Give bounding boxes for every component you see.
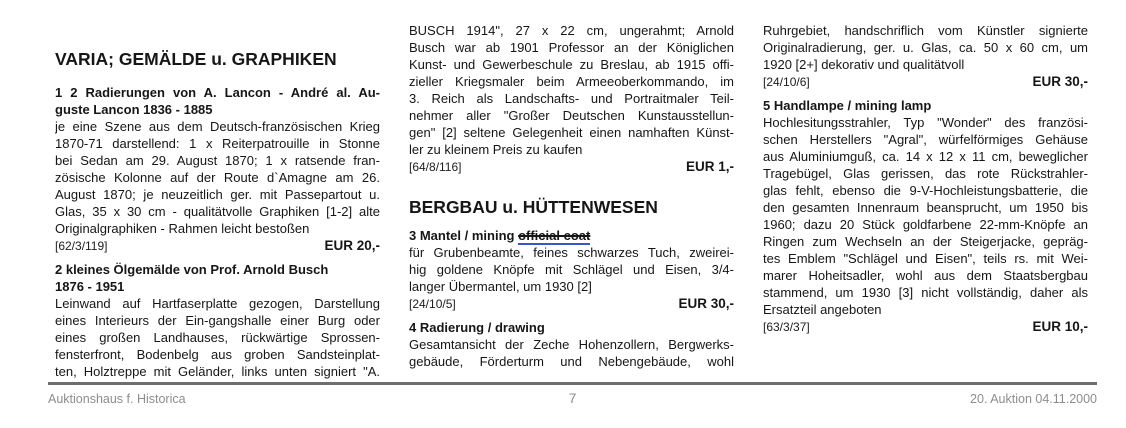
text-line: ler zu kleinem Preis zu kaufen bbox=[409, 142, 583, 157]
text-line: je eine Szene aus dem Deutsch-französischen Krieg bbox=[55, 119, 380, 134]
lot-2-heading bbox=[55, 261, 380, 295]
text-line: 1920 [2+] dekorativ und qualitätvoll bbox=[763, 57, 965, 72]
lot-3-heading-prefix: 3 Mantel / mining bbox=[409, 228, 519, 243]
text-line: stammend, um 1930 [3] nicht vollständig, daher als bbox=[763, 285, 1088, 300]
lot-5 bbox=[763, 97, 1088, 336]
text-line: gebäude, Förderturm und Nebengebäude, wohl bbox=[409, 354, 734, 369]
text-line: Glas, 35 x 30 cm - qualitätvolle Graphiken [1-2] alte bbox=[55, 204, 380, 219]
page-content bbox=[55, 22, 1088, 380]
lot-4-ref-row bbox=[763, 73, 1088, 91]
lot-4 bbox=[409, 319, 734, 370]
section-title-varia: VARIA; GEMÄLDE u. GRAPHIKEN bbox=[55, 49, 337, 69]
lot-5-price: EUR 10,- bbox=[1032, 319, 1088, 334]
lot-2-description-continued bbox=[409, 22, 734, 158]
lot-3-price: EUR 30,- bbox=[678, 296, 734, 311]
lot-3-description bbox=[409, 244, 734, 295]
lot-1-price: EUR 20,- bbox=[324, 238, 380, 253]
page-footer bbox=[48, 390, 1097, 406]
text-line: gen" [2] seltene Gelegenheit einen namhaften Künst- bbox=[409, 125, 734, 140]
lot-4-catalog-ref: [24/10/6] bbox=[763, 75, 810, 89]
lot-5-description bbox=[763, 114, 1088, 318]
lot-5-catalog-ref: [63/3/37] bbox=[763, 320, 810, 334]
lot-1-heading bbox=[55, 84, 380, 118]
text-line: 1 2 Radierungen von A. Lancon - André al. Au- bbox=[55, 85, 380, 100]
text-line: BUSCH 1914", 27 x 22 cm, ungerahmt; Arnold bbox=[409, 23, 734, 38]
text-line: fensterfront, Bodenbelg aus groben Sandsteinplat- bbox=[55, 347, 380, 362]
lot-1-catalog-ref: [62/3/119] bbox=[55, 239, 108, 253]
text-line: Ruhrgebiet, handschriflich vom Künstler signierte bbox=[763, 23, 1088, 38]
lot-2 bbox=[55, 261, 380, 380]
lot-2-catalog-ref: [64/8/116] bbox=[409, 160, 462, 174]
text-line: ten, Holztreppe mit Geländer, links unten signiert "A. bbox=[55, 364, 380, 379]
footer-auction-date: 20. Auktion 04.11.2000 bbox=[970, 392, 1098, 406]
lot-1-description bbox=[55, 118, 380, 237]
text-line: 3. Reich als Landschafts- und Portraitmaler Teil- bbox=[409, 91, 734, 106]
text-line: 1960; dazu 20 Stück goldfarbene 22-mm-Knöpfe an bbox=[763, 217, 1088, 232]
lot-3 bbox=[409, 227, 734, 313]
text-line: eines großen Landhauses, rückwärtige Sprossen- bbox=[55, 330, 380, 345]
lot-2-price: EUR 1,- bbox=[685, 159, 734, 174]
lot-2-continued bbox=[409, 22, 734, 176]
text-line: eines Interieurs der Ein-gangshalle einer Burg oder bbox=[55, 313, 380, 328]
lot-3-catalog-ref: [24/10/5] bbox=[409, 297, 456, 311]
text-line: Originalgraphiken - Rahmen leicht bestoßen bbox=[55, 221, 310, 236]
text-line: marer Hoheitsadler, wohl aus dem Staatsbergbau bbox=[763, 268, 1088, 283]
footer-auction-house: Auktionshaus f. Historica bbox=[48, 392, 186, 406]
text-line: 1876 - 1951 bbox=[55, 279, 125, 294]
text-line: langer Übermantel, um 1930 [2] bbox=[409, 279, 592, 294]
lot-4-description bbox=[409, 336, 734, 370]
text-line: Ersatzteil angeboten bbox=[763, 302, 882, 317]
text-line: nehmer aller "Großer Deutschen Kunstausstellun- bbox=[409, 108, 734, 123]
lot-3-heading bbox=[409, 227, 734, 244]
lot-3-heading-struck-text: official coat bbox=[518, 228, 591, 243]
lot-4-heading: 4 Radierung / drawing bbox=[409, 320, 545, 335]
text-line: Originalradierung, ger. u. Glas, ca. 50 x 60 cm, um bbox=[763, 40, 1088, 55]
lot-4-description-continued bbox=[763, 22, 1088, 73]
text-line: Busch war ab 1901 Professor an der Königlichen bbox=[409, 40, 734, 55]
text-line: glas fehlt, ebenso die 9-V-Hochleistungsbatterie, die bbox=[763, 183, 1088, 198]
text-line: bei Sedan am 29. August 1870; 1 x ratsende fran- bbox=[55, 153, 380, 168]
text-line: zieller Kriegsmaler beim Armeeoberkommando, im bbox=[409, 74, 734, 89]
text-line: den gesamten Innenraum beansprucht, um 1950 bis bbox=[763, 200, 1088, 215]
lot-2-description bbox=[55, 295, 380, 380]
text-line: guste Lancon 1836 - 1885 bbox=[55, 102, 213, 117]
text-line: tes Emblem "Schlägel und Eisen", teils rs. mit Wei- bbox=[763, 251, 1088, 266]
column-3 bbox=[763, 22, 1088, 380]
text-line: Ringen zum Wechseln an der Steigerjacke, gepräg- bbox=[763, 234, 1088, 249]
text-line: Leinwand auf Hartfaserplatte gezogen, Darstellung bbox=[55, 296, 380, 311]
lot-4-price: EUR 30,- bbox=[1032, 74, 1088, 89]
lot-4-continued bbox=[763, 22, 1088, 91]
text-line: Hochlesitungsstrahler, Typ "Wonder" des französi- bbox=[763, 115, 1088, 130]
text-line: Gesamtansicht der Zeche Hohenzollern, Bergwerks- bbox=[409, 337, 734, 352]
text-line: zösische Kolonne auf der Route d`Amagne am 26. bbox=[55, 170, 380, 185]
lot-1-ref-row bbox=[55, 237, 380, 255]
text-line: Kunst- und Gewerbeschule zu Breslau, ab 1915 offi- bbox=[409, 57, 734, 72]
text-line: August 1870; je neuzeitlich ger. mit Passepartout u. bbox=[55, 187, 380, 202]
footer-page-number: 7 bbox=[568, 390, 577, 406]
lot-2-ref-row bbox=[409, 158, 734, 176]
footer-divider-rule bbox=[48, 382, 1097, 385]
text-line: für Grubenbeamte, feines schwarzes Tuch, zweirei- bbox=[409, 245, 734, 260]
lot-5-ref-row bbox=[763, 318, 1088, 336]
lot-5-heading: 5 Handlampe / mining lamp bbox=[763, 98, 932, 113]
text-line: 1870-71 darstellend: 1 x Reiterpatrouille in Stonne bbox=[55, 136, 380, 151]
lot-1 bbox=[55, 84, 380, 255]
text-line: 2 kleines Ölgemälde von Prof. Arnold Busch bbox=[55, 262, 329, 277]
column-2 bbox=[409, 22, 734, 380]
text-line: schen Herstellers "Agral", würfelförmiges Gehäuse bbox=[763, 132, 1088, 147]
text-line: hig goldene Knöpfe mit Schlägel und Eisen, 3/4- bbox=[409, 262, 734, 277]
text-line: aus Aluminiumguß, ca. 14 x 12 x 11 cm, beweglicher bbox=[763, 149, 1088, 164]
text-line: Tragebügel, Glas gerissen, das rote Rückstrahler- bbox=[763, 166, 1088, 181]
lot-3-ref-row bbox=[409, 295, 734, 313]
column-1 bbox=[55, 22, 380, 380]
section-title-bergbau: BERGBAU u. HÜTTENWESEN bbox=[409, 197, 658, 217]
